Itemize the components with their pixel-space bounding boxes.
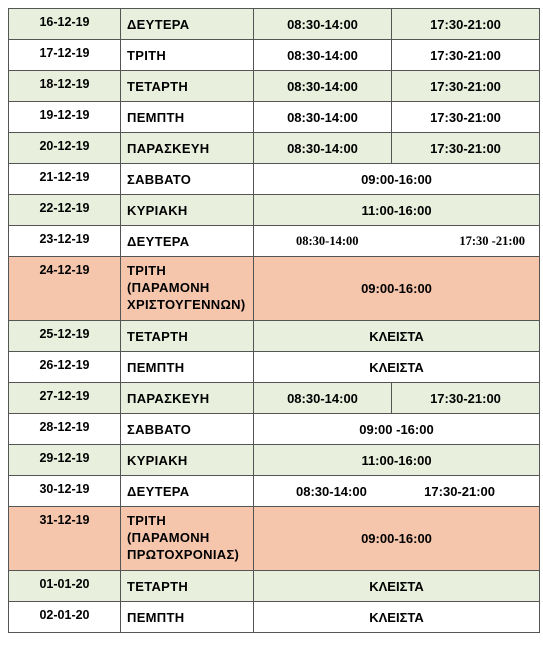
table-row [9,102,540,133]
date-cell: 31-12-19 [9,507,121,571]
table-row [9,602,540,633]
date-cell: 01-01-20 [9,571,121,602]
day-cell: ΠΕΜΠΤΗ [121,102,254,133]
day-cell: ΚΥΡΙΑΚΗ [121,195,254,226]
evening-hours-cell: 17:30-21:00 [392,9,540,40]
hours-cell: 09:00 -16:00 [254,414,540,445]
day-cell [121,507,254,571]
morning-hours-cell: 08:30-14:00 [254,133,392,164]
date-cell: 17-12-19 [9,40,121,71]
date-cell: 25-12-19 [9,321,121,352]
morning-hours: 08:30-14:00 [296,483,367,499]
table-row [9,164,540,195]
table-row [9,383,540,414]
morning-hours: 08:30-14:00 [296,233,359,248]
table-row [9,9,540,40]
day-cell: ΣΑΒΒΑΤΟ [121,164,254,195]
holiday-note: (ΠΑΡΑΜΟΝΗ [127,530,210,545]
table-row [9,352,540,383]
hours-cell: 09:00-16:00 [254,507,540,571]
holiday-note: ΧΡΙΣΤΟΥΓΕΝΝΩΝ) [127,297,246,312]
day-cell: ΣΑΒΒΑΤΟ [121,414,254,445]
closed-cell: ΚΛΕΙΣΤΑ [254,571,540,602]
date-cell: 26-12-19 [9,352,121,383]
date-cell: 19-12-19 [9,102,121,133]
date-cell: 22-12-19 [9,195,121,226]
closed-cell: ΚΛΕΙΣΤΑ [254,352,540,383]
date-cell: 29-12-19 [9,445,121,476]
date-cell: 23-12-19 [9,226,121,257]
table-row [9,195,540,226]
day-cell: ΔΕΥΤΕΡΑ [121,226,254,257]
day-cell: ΤΕΤΑΡΤΗ [121,571,254,602]
date-cell: 16-12-19 [9,9,121,40]
date-cell: 20-12-19 [9,133,121,164]
hours-cell: 11:00-16:00 [254,195,540,226]
table-row [9,133,540,164]
day-cell: ΤΕΤΑΡΤΗ [121,71,254,102]
day-cell [121,257,254,321]
table-row [9,40,540,71]
evening-hours: 17:30-21:00 [424,483,495,499]
table-row [9,445,540,476]
hours-cell [254,226,540,257]
morning-hours-cell: 08:30-14:00 [254,9,392,40]
evening-hours-cell: 17:30-21:00 [392,383,540,414]
morning-hours-cell: 08:30-14:00 [254,383,392,414]
holiday-note: ΠΡΩΤΟΧΡΟΝΙΑΣ) [127,547,240,562]
day-cell: ΠΑΡΑΣΚΕΥΗ [121,133,254,164]
day-cell: ΠΑΡΑΣΚΕΥΗ [121,383,254,414]
holiday-schedule-table [8,8,540,633]
evening-hours-cell: 17:30-21:00 [392,40,540,71]
morning-hours-cell: 08:30-14:00 [254,71,392,102]
hours-cell: 11:00-16:00 [254,445,540,476]
closed-cell: ΚΛΕΙΣΤΑ [254,602,540,633]
date-cell: 02-01-20 [9,602,121,633]
date-cell: 27-12-19 [9,383,121,414]
day-cell: ΚΥΡΙΑΚΗ [121,445,254,476]
hours-cell: 09:00-16:00 [254,164,540,195]
date-cell: 28-12-19 [9,414,121,445]
day-cell: ΤΕΤΑΡΤΗ [121,321,254,352]
table-row [9,476,540,507]
table-row [9,571,540,602]
table-row [9,321,540,352]
table-row [9,226,540,257]
day-cell: ΔΕΥΤΕΡΑ [121,9,254,40]
closed-cell: ΚΛΕΙΣΤΑ [254,321,540,352]
hours-cell: 09:00-16:00 [254,257,540,321]
morning-hours-cell: 08:30-14:00 [254,102,392,133]
table-row [9,71,540,102]
day-cell: ΠΕΜΠΤΗ [121,352,254,383]
evening-hours: 17:30 -21:00 [459,233,525,248]
evening-hours-cell: 17:30-21:00 [392,102,540,133]
day-cell: ΔΕΥΤΕΡΑ [121,476,254,507]
date-cell: 24-12-19 [9,257,121,321]
table-row [9,257,540,321]
day-cell: ΠΕΜΠΤΗ [121,602,254,633]
date-cell: 21-12-19 [9,164,121,195]
morning-hours-cell: 08:30-14:00 [254,40,392,71]
hours-cell [254,476,540,507]
table-row [9,507,540,571]
day-name: ΤΡΙΤΗ [127,263,167,278]
evening-hours-cell: 17:30-21:00 [392,133,540,164]
evening-hours-cell: 17:30-21:00 [392,71,540,102]
day-name: ΤΡΙΤΗ [127,513,167,528]
day-cell: ΤΡΙΤΗ [121,40,254,71]
table-row [9,414,540,445]
date-cell: 30-12-19 [9,476,121,507]
holiday-note: (ΠΑΡΑΜΟΝΗ [127,280,210,295]
date-cell: 18-12-19 [9,71,121,102]
